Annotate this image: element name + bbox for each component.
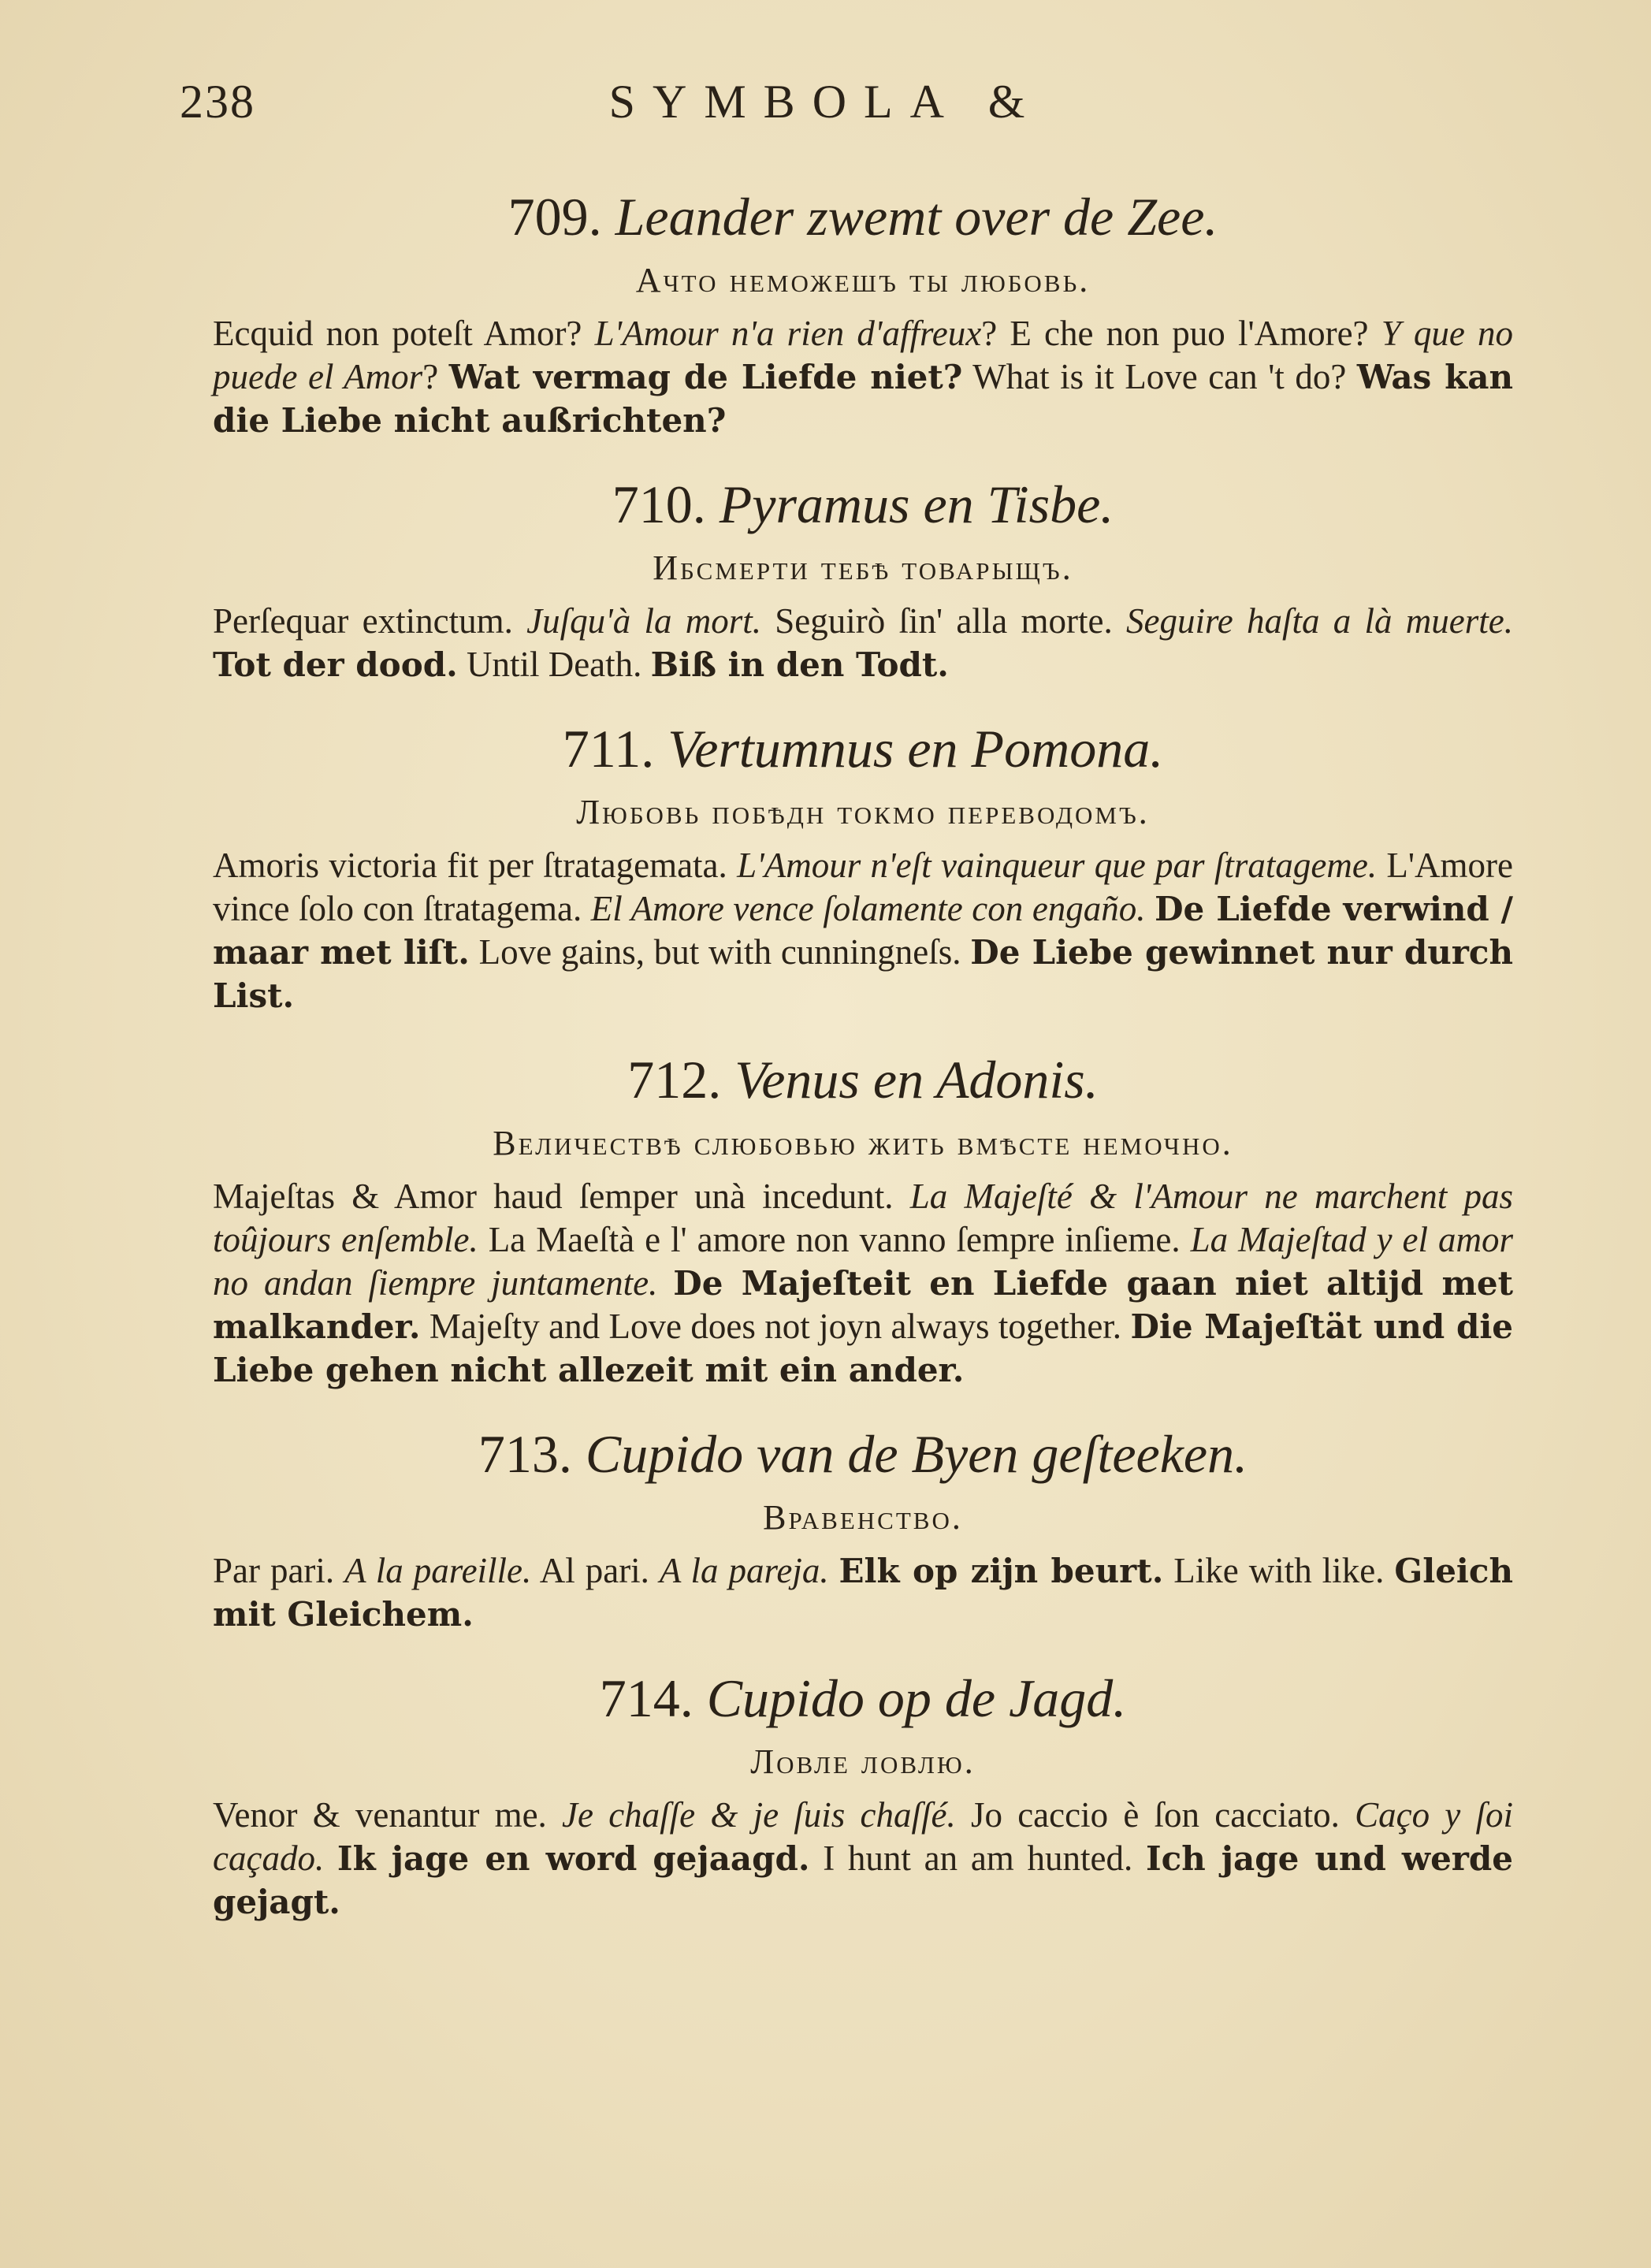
translation-segment: Love gains, but with cunningneſs. — [469, 932, 971, 972]
translation-segment: Wat vermag de Liefde niet? — [448, 358, 963, 396]
translation-segment: Elk op zijn beurt. — [839, 1552, 1164, 1590]
translation-segment: Seguire haſta a là muerte. — [1125, 601, 1513, 641]
slavonic-motto: Величествѣ слюбовью жить вмѣсте немочно. — [493, 1124, 1233, 1162]
entry-translations — [213, 1794, 1513, 1924]
translation-segment: ? E che non puo l'Amore? — [981, 314, 1381, 353]
translation-segment: De Liefde verwind / maar met liſt. — [213, 890, 1514, 972]
entry-title — [213, 713, 1513, 784]
translation-segment — [829, 1551, 839, 1590]
page-number: 238 — [180, 76, 255, 128]
entry-title — [213, 181, 1513, 252]
entry-number: 714. — [599, 1668, 693, 1728]
translation-segment: Par pari. — [213, 1551, 345, 1590]
translation-segment: La Maeſtà e l' amore non vanno ſempre inſieme. — [478, 1220, 1191, 1259]
entry — [213, 1663, 1513, 1924]
translation-segment: Gleich mit Gleichem. — [213, 1552, 1513, 1634]
translation-segment — [1146, 889, 1155, 928]
entry-number: 709. — [508, 187, 602, 247]
entry — [213, 1044, 1513, 1392]
entry-title — [213, 1418, 1513, 1489]
translation-segment: Je chaſſe & je ſuis chaſſé. — [562, 1795, 956, 1835]
translation-segment: Juſqu'à la mort. — [526, 601, 761, 641]
translation-segment: Al pari. — [531, 1551, 660, 1590]
translation-segment: Like with like. — [1163, 1551, 1395, 1590]
entry-title-text: Cupido van de Byen geſteeken. — [585, 1424, 1248, 1484]
translation-segment: La Majeſtad y el amor no andan ſiempre juntamente. — [213, 1220, 1514, 1303]
translation-segment: Ik jage en word gejaagd. — [337, 1839, 810, 1878]
translation-segment: L'Amour n'a rien d'affreux — [594, 314, 982, 353]
translation-segment: Venor & venantur me. — [213, 1795, 563, 1835]
slavonic-motto: Ибсмерти тебѣ товарыщъ. — [653, 548, 1073, 587]
entry — [213, 181, 1513, 442]
translation-segment: Majeſty and Love does not joyn always together. — [420, 1307, 1131, 1346]
entry-title — [213, 1663, 1513, 1734]
entry-title-text: Pyramus en Tisbe. — [719, 474, 1114, 534]
translation-segment: L'Amour n'eſt vainqueur que par ſtratageme. — [737, 846, 1378, 885]
entry-number: 710. — [612, 474, 706, 534]
entry-number: 713. — [478, 1424, 572, 1484]
translation-segment: ? — [422, 357, 449, 396]
slavonic-motto: Ловле ловлю. — [750, 1742, 976, 1781]
entry-title-text: Cupido op de Jagd. — [706, 1668, 1127, 1728]
entry-title — [213, 1044, 1513, 1115]
translation-segment: Seguirò ſin' alla morte. — [760, 601, 1126, 641]
translation-segment: La Majeſté & l'Amour ne marchent pas toûjours enſemble. — [213, 1177, 1513, 1259]
entry — [213, 1418, 1513, 1636]
translation-segment: Tot der dood. — [213, 645, 458, 684]
translation-segment: Until Death. — [457, 645, 651, 684]
entry-translations — [213, 844, 1513, 1017]
entry-title-text: Leander zwemt over de Zee. — [615, 187, 1218, 247]
translation-segment: Biß in den Todt. — [650, 645, 949, 684]
translation-segment: Jo caccio è ſon cacciato. — [955, 1795, 1355, 1835]
translation-segment: I hunt an am hunted. — [809, 1839, 1146, 1878]
translation-segment: De Liebe gewinnet nur durch List. — [213, 933, 1513, 1015]
entry-title — [213, 469, 1513, 540]
translation-segment: De Majeſteit en Liefde gaan niet altijd met malkander. — [213, 1264, 1514, 1346]
translation-segment: El Amore vence ſolamente con engaño. — [590, 889, 1146, 928]
translation-segment: Was kan die Liebe nicht außrichten? — [213, 358, 1513, 440]
entry-number: 711. — [562, 719, 655, 779]
translation-segment: Majeſtas & Amor haud ſemper unà incedunt. — [213, 1177, 910, 1216]
slavonic-motto: Ачто неможешъ ты любовь. — [635, 261, 1091, 299]
translation-segment: Caço y ſoi caçado. — [213, 1795, 1514, 1878]
entry-title-text: Venus en Adonis. — [734, 1050, 1099, 1110]
translation-segment: A la pareja. — [659, 1551, 829, 1590]
entry-title-text: Vertumnus en Pomona. — [667, 719, 1164, 779]
page-header — [0, 75, 1651, 138]
translation-segment: What is it Love can 't do? — [962, 357, 1357, 396]
translation-segment — [324, 1839, 337, 1878]
translation-segment: Ecquid non poteſt Amor? — [213, 314, 595, 353]
running-title: SYMBOLA & — [608, 76, 1043, 128]
entry-translations — [213, 1175, 1513, 1392]
translation-segment — [657, 1263, 673, 1303]
translation-segment: L'Amore vince ſolo con ſtratagema. — [213, 846, 1513, 928]
slavonic-motto: Любовь побѣдн токмо переводомъ. — [576, 793, 1150, 831]
translation-segment: Perſequar extinctum. — [213, 601, 527, 641]
page-content — [213, 181, 1513, 1950]
translation-segment: Amoris victoria fit per ſtratagemata. — [213, 846, 738, 885]
translation-segment: Ich jage und werde gejagt. — [213, 1839, 1514, 1921]
entry-translations — [213, 312, 1513, 442]
entry-translations — [213, 600, 1513, 686]
entry — [213, 713, 1513, 1017]
entry-translations — [213, 1549, 1513, 1636]
translation-segment: A la pareille. — [344, 1551, 532, 1590]
entry-number: 712. — [627, 1050, 722, 1110]
entry — [213, 469, 1513, 686]
slavonic-motto: Bравенство. — [763, 1498, 963, 1537]
translation-segment: Y que no puede el Amor — [213, 314, 1514, 396]
translation-segment: Die Majeſtät und die Liebe gehen nicht allezeit mit ein ander. — [213, 1307, 1514, 1389]
